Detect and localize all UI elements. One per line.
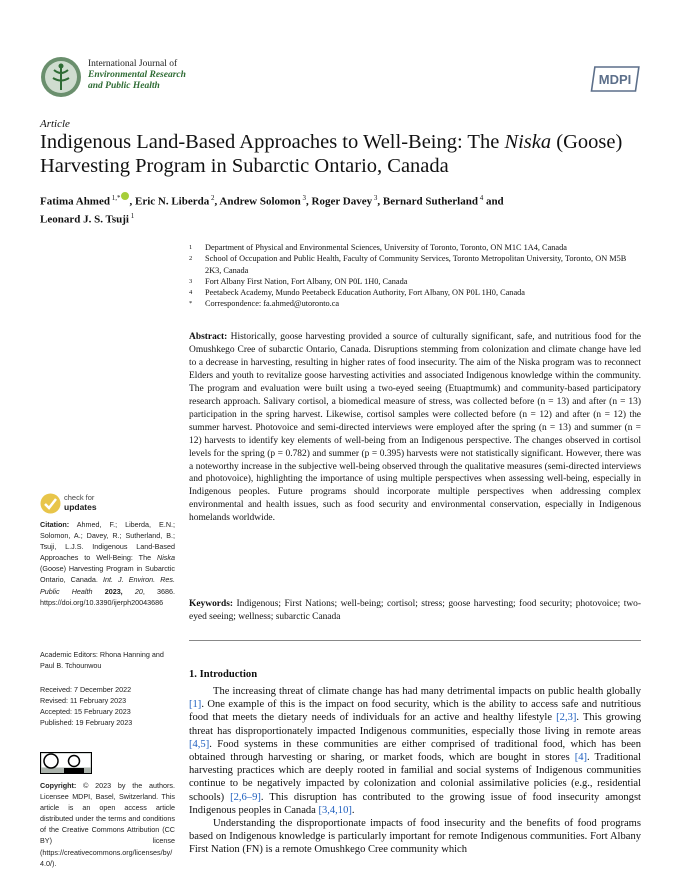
author-name[interactable]: Bernard Sutherland (382, 195, 478, 208)
citation-label: Citation: (40, 520, 70, 529)
affiliation-text: Fort Albany First Nation, Fort Albany, ON P0L 1H0, Canada (205, 276, 408, 286)
author-affiliation-sup: 1 (128, 212, 135, 221)
copyright-text: © 2023 by the authors. Licensee MDPI, Basel, Switzerland. This article is an open access article distributed under the terms and conditions of the Creative Commons Attribution (CC BY) license (https://creativecommons.org/licenses/by/ 4.0/). (40, 781, 175, 868)
journal-name-line2: Environmental Research (88, 70, 186, 80)
keywords-label: Keywords: (189, 599, 234, 609)
affiliation-item (189, 287, 641, 298)
author-affiliation-sup: 2 (209, 194, 215, 202)
citation-link[interactable]: [4,5] (189, 738, 210, 750)
citation-link[interactable]: [4] (574, 752, 588, 764)
body-text: . Food systems in these communities are either comprised of traditional food, which has been obtained through harvesting or sharing, or market foods, which are bought in stores (189, 738, 641, 764)
author-separator: and (483, 195, 504, 208)
affiliation-text: Correspondence: fa.ahmed@utoronto.ca (205, 299, 340, 309)
keywords-text: Indigenous; First Nations; well-being; cortisol; stress; goose harvesting; food security; photovoice; two-eyed seeing; wellness; subarctic Canada (189, 599, 641, 622)
author-separator: , (306, 195, 312, 208)
body-text: The increasing threat of climate change has had many detrimental impacts on public health globally (213, 686, 641, 697)
citation-doi[interactable]: , 3686. https://doi.org/10.3390/ijerph20043686 (40, 586, 176, 607)
affiliation-text: School of Occupation and Public Health, Faculty of Community Services, Toronto Metropolitan University, Toronto, ON M5B 2K3, Canada (205, 254, 627, 275)
author-affiliation-sup: 3 (300, 194, 307, 202)
title-italic: Niska (504, 131, 552, 153)
date-item: Published: 19 February 2023 (40, 718, 133, 728)
citation (40, 519, 175, 608)
mdpi-logo-icon (590, 66, 640, 92)
body-text: . This growing threat has disproportionately impacted Indigenous communities, especially those living in remote areas (189, 712, 641, 737)
citation-text: (Goose) Harvesting Program in Subarctic Ontario, Canada. (40, 564, 175, 585)
citation-volume: 20 (134, 586, 143, 596)
affiliations (189, 242, 641, 310)
author-name[interactable]: Leonard J. S. Tsuji (40, 213, 129, 226)
academic-editors: Academic Editors: Rhona Hanning and Paul B. Tchounwou (40, 650, 164, 671)
abstract-label: Abstract: (189, 332, 228, 342)
paragraph-1 (189, 685, 641, 817)
date-item: Accepted: 15 February 2023 (40, 707, 131, 717)
abstract (189, 331, 641, 525)
keywords (189, 598, 641, 624)
citation-link[interactable]: [2,3] (556, 712, 577, 724)
affiliation-item (189, 242, 641, 253)
body-text: . One example of this is the impact on food security, which is the ability to access safe and nutritious food that meets the dietary needs of individuals for an active and healthy lifestyle (189, 699, 641, 724)
author-name[interactable]: Fatima Ahmed (40, 195, 110, 208)
affiliation-number: * (189, 300, 193, 308)
check-for-updates-line2: updates (64, 501, 97, 512)
affiliation-number: 4 (189, 289, 193, 297)
publication-dates (40, 684, 175, 728)
copyright-label: Copyright: (40, 781, 77, 790)
divider (189, 640, 641, 641)
citation-journal: Int. J. Environ. Res. Public Health (40, 575, 175, 596)
affiliation-item (189, 253, 641, 276)
page-title (40, 131, 640, 178)
author-name[interactable]: Roger Davey (311, 195, 373, 208)
journal-name (88, 59, 186, 92)
citation-year: 2023, (92, 586, 135, 596)
citation-link[interactable]: [2,6–9] (230, 791, 261, 803)
author-separator: , (214, 195, 220, 208)
citation-link[interactable]: [1] (189, 699, 202, 711)
affiliation-number: 2 (189, 255, 193, 263)
author-name[interactable]: Eric N. Liberda (134, 195, 210, 208)
author-affiliation-sup: 3 (372, 194, 378, 202)
journal-logo-icon (40, 56, 82, 98)
citation-italic: Niska (157, 553, 175, 563)
affiliation-number: 3 (189, 277, 193, 285)
article-type: Article (40, 118, 70, 130)
body-text: . Traditional harvesting practices which are deeply rooted in familial and social systems of Indigenous communities continue to be negatively impacted by colonization and colonial assimilative policies (e.g., residential schools) (189, 752, 641, 803)
citation-text: Ahmed, F.; Liberda, E.N.; Solomon, A.; Davey, R.; Sutherland, B.; Tsuji, L.J.S. Indigenous Land-Based Approaches to Well-Being: The (40, 520, 175, 563)
affiliation-text: Department of Physical and Environmental Sciences, University of Toronto, Toronto, ON M1C 1A4, Canada (205, 243, 567, 252)
affiliation-text: Peetabeck Academy, Mundo Peetabeck Education Authority, Fort Albany, ON P0L 1H0, Canada (205, 288, 525, 298)
abstract-text: Historically, goose harvesting provided a source of culturally significant, safe, and nutritious food for the Omushkego Cree of subarctic Ontario, Canada. Disruptions stemming from colonization and climate change have led to a decrease in harvesting, resulting in higher rates of food insecurity. The aim of the Niska program was to reconnect Elders and youth to revitalize goose harvesting activities and associated Indigenous knowledge within the community. The program and evaluation were built using a two-eyed seeing (Etuaptmumk) and community-based participatory research approach. Salivary cortisol, a biomedical measure of stress, was collected before (n = 13) and after (n = 13) participation in the spring harvest. Likewise, cortisol samples were collected before (n = 12) and after (n = 12) the summer harvest. Photovoice and semi-directed interviews were employed after the spring (n = 13) and summer (n = 12) harvests to identify key elements of well-being from an Indigenous perspective. The changes observed in cortisol levels for the spring (p = 0.782) and summer (p = 0.395) harvests were not statistically significant. However, there was a noteworthy increase in the subjective well-being observed through the qualitative measures (semi-directed interviews and photovoice), highlighting the importance of using multiple perspectives when assessing well-being, especially in Indigenous peoples. Future programs should incorporate multiple perspectives when addressing complex environmental and health issues, such as food security and environmental conservation, especially in Indigenous homelands worldwide. (189, 332, 641, 524)
paragraph-2: Understanding the disproportionate impacts of food insecurity and the benefits of food programs based on Indigenous knowledge is particularly important for remote Indigenous communities. Fort Albany First Nation (FN) is a remote Omushkego Cree community which (189, 818, 641, 856)
journal-name-line1: International Journal of (88, 59, 178, 69)
copyright (40, 780, 175, 869)
body-text: . This disruption has contributed to the growing issue of food insecurity amongst Indigenous peoples in Canada (189, 791, 641, 816)
check-for-updates-button[interactable] (64, 494, 97, 512)
author-affiliation-sup: 1,* (109, 194, 121, 202)
affiliation-item (189, 298, 641, 309)
mdpi-logo-text: MDPI (598, 72, 632, 87)
author-list (40, 191, 640, 227)
author-separator: , (377, 195, 383, 208)
author-affiliation-sup: 4 (477, 194, 484, 202)
author-separator: , (129, 195, 135, 208)
body-text: . (351, 804, 355, 816)
section-title: 1. Introduction (189, 669, 258, 680)
author-name[interactable]: Andrew Solomon (219, 195, 301, 208)
section-body (189, 685, 641, 857)
title-part2: (Goose) Harvesting Program in Subarctic Ontario, Canada (40, 131, 623, 177)
date-item: Revised: 11 February 2023 (40, 696, 127, 706)
check-for-updates-line1: check for (64, 493, 95, 502)
date-item: Received: 7 December 2022 (40, 685, 132, 694)
cc-by-license-icon[interactable] (40, 752, 92, 774)
check-for-updates-icon[interactable] (40, 493, 61, 514)
title-part1: Indigenous Land-Based Approaches to Well-Being: The (40, 131, 505, 153)
citation-link[interactable]: [3,4,10] (318, 804, 352, 816)
affiliation-number: 1 (189, 244, 193, 251)
journal-name-line3: and Public Health (88, 81, 160, 91)
affiliation-item (189, 276, 641, 287)
